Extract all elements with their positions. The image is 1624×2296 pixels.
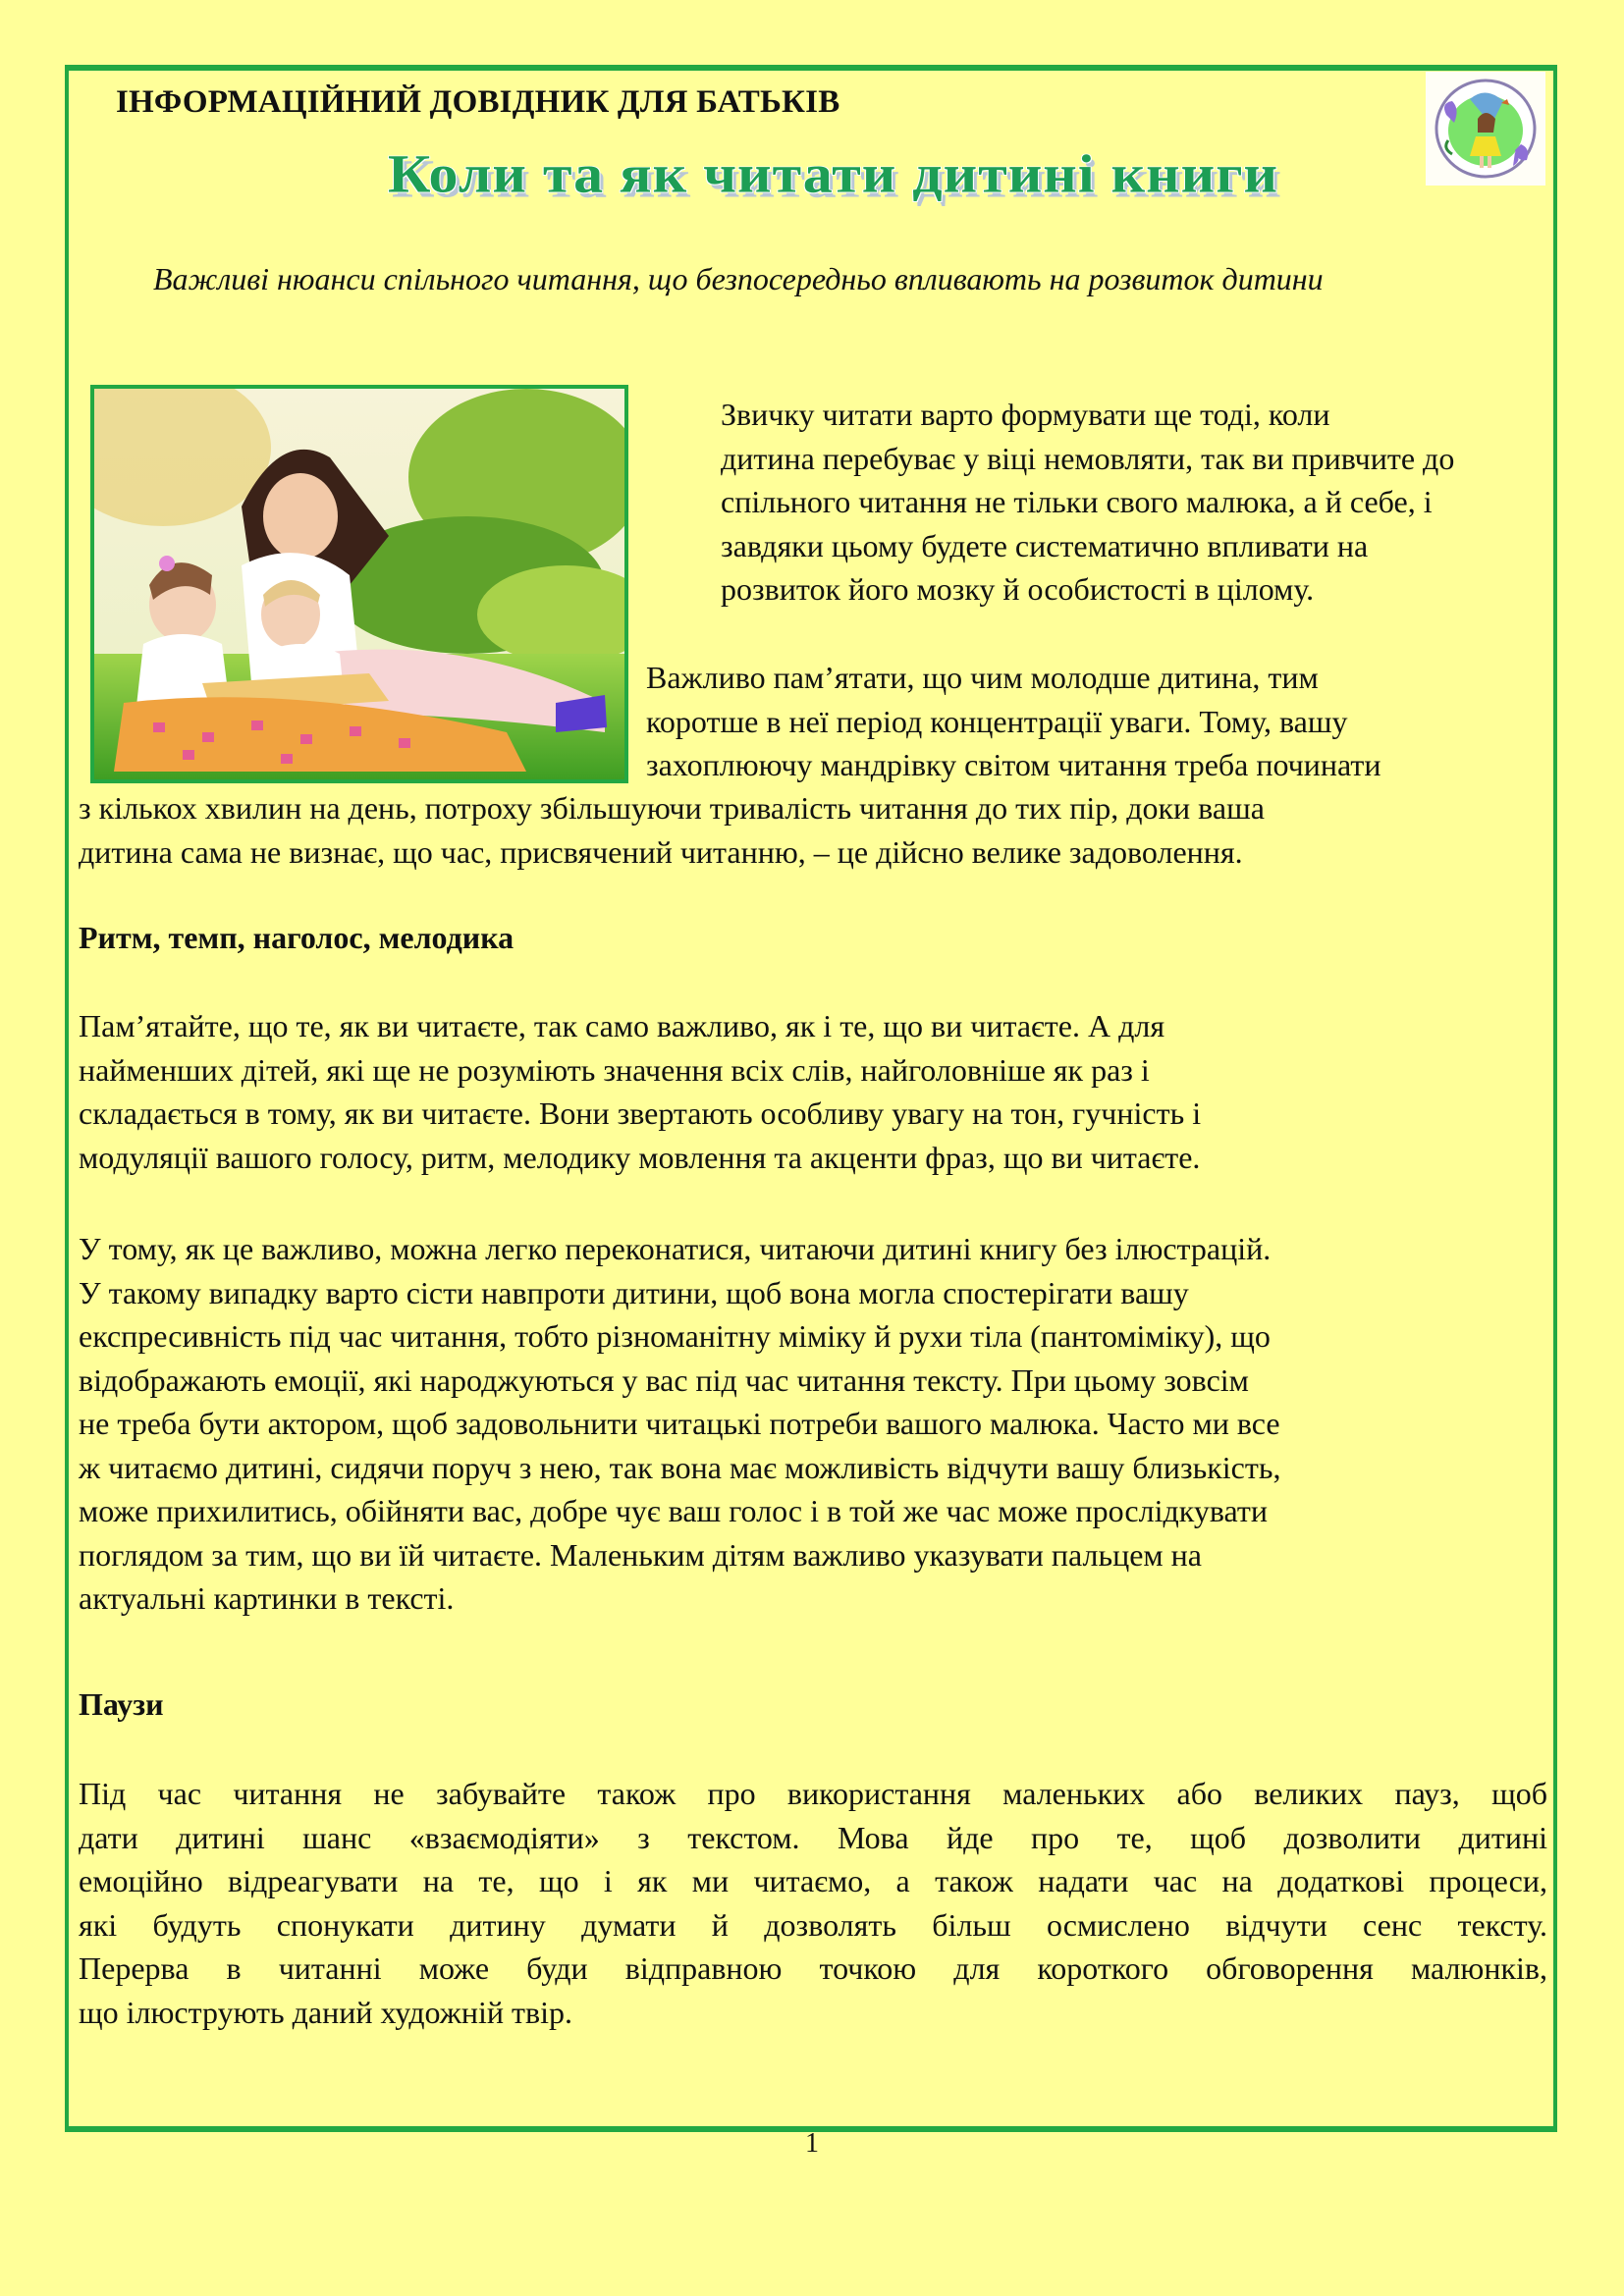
text-line: дитина перебуває у віці немовляти, так ви привчите до xyxy=(721,440,1455,476)
text-line: відображають емоції, які народжуються у вас під час читання тексту. При цьому зовсім xyxy=(79,1362,1249,1398)
text-line: спільного читання не тільки свого малюка, а й себе, і xyxy=(721,484,1433,519)
text-line: Перерва в читанні може буди відправною точкою для короткого обговорення малюнків, xyxy=(79,1950,1547,1986)
text-line: У такому випадку варто сісти навпроти дитини, щоб вона могла спостерігати вашу xyxy=(79,1274,1189,1310)
text-line: дати дитині шанс «взаємодіяти» з текстом. Мова йде про те, щоб дозволити дитині xyxy=(79,1819,1547,1855)
text-line: Під час читання не забувайте також про використання маленьких або великих пауз, щоб xyxy=(79,1776,1547,1811)
mother-reading-to-children-photo xyxy=(90,385,628,783)
text-line: Звичку читати варто формувати ще тоді, коли xyxy=(721,397,1330,432)
text-line: актуальні картинки в тексті. xyxy=(79,1580,455,1616)
text-line: емоційно відреагувати на те, що і як ми читаємо, а також надати час на додаткові процеси, xyxy=(79,1863,1547,1898)
text-line: ж читаємо дитині, сидячи поруч з нею, так вона має можливість відчути вашу близькість, xyxy=(79,1449,1281,1485)
text-line: У тому, як це важливо, можна легко переконатися, читаючи дитині книгу без ілюстрацій. xyxy=(79,1231,1272,1266)
text-line: складається в тому, як ви читаєте. Вони звертають особливу увагу на тон, гучність і xyxy=(79,1095,1202,1131)
paragraph-attention-span xyxy=(646,656,1545,787)
paragraph-habit xyxy=(646,393,1545,612)
document-title: Коли та як читати дитині книги xyxy=(388,143,1279,204)
text-line: завдяки цьому будете систематично впливати на xyxy=(721,527,1369,563)
text-line: модуляції вашого голосу, ритм, мелодику мовлення та акценти фраз, що ви читаєте. xyxy=(79,1139,1201,1175)
text-line: експресивність під час читання, тобто різноманітну міміку й рухи тіла (пантоміміку), що xyxy=(79,1318,1271,1354)
page-number: 1 xyxy=(805,2128,819,2159)
text-line: може прихилитись, обійняти вас, добре чує ваш голос і в той же час може прослідкувати xyxy=(79,1493,1269,1528)
text-line: з кількох хвилин на день, потроху збільшуючи тривалість читання до тих пір, доки ваша xyxy=(79,790,1265,826)
text-line: Важливо пам’ятати, що чим молодше дитина, тим xyxy=(646,660,1319,695)
kindergarten-logo-icon xyxy=(1426,72,1545,186)
text-line: захоплюючу мандрівку світом читання треба починати xyxy=(646,747,1381,782)
intro-subtitle: Важливі нюанси спільного читання, що безпосередньо впливають на розвиток дитини xyxy=(153,261,1324,296)
text-line: Пам’ятайте, що те, як ви читаєте, так само важливо, як і те, що ви читаєте. А для xyxy=(79,1008,1165,1043)
text-line: не треба бути актором, щоб задовольнити читацькі потреби вашого малюка. Часто ми все xyxy=(79,1406,1280,1441)
paragraph-pauses xyxy=(79,1772,1547,2034)
document-header-label: ІНФОРМАЦІЙНИЙ ДОВІДНИК ДЛЯ БАТЬКІВ xyxy=(116,84,840,120)
section-heading-rhythm: Ритм, темп, наголос, мелодика xyxy=(79,920,514,955)
paragraph-how-you-read xyxy=(79,1004,1551,1179)
text-line: коротше в неї період концентрації уваги. Тому, вашу xyxy=(646,703,1348,739)
paragraph-attention-span-continued xyxy=(79,786,1551,874)
text-line: поглядом за тим, що ви їй читаєте. Маленьким дітям важливо указувати пальцем на xyxy=(79,1536,1202,1573)
text-line: розвиток його мозку й особистості в цілому. xyxy=(721,571,1315,607)
text-line: дитина сама не визнає, що час, присвячений читанню, – це дійсно велике задоволення. xyxy=(79,833,1243,870)
text-line: які будуть спонукати дитину думати й дозволять більш осмислено відчути сенс тексту. xyxy=(79,1906,1547,1943)
text-line: найменших дітей, які ще не розуміють значення всіх слів, найголовніше як раз і xyxy=(79,1051,1150,1088)
paragraph-expressiveness xyxy=(79,1227,1547,1621)
text-line: що ілюструють даний художній твір. xyxy=(79,1994,572,2030)
section-heading-pauses: Паузи xyxy=(79,1686,164,1722)
